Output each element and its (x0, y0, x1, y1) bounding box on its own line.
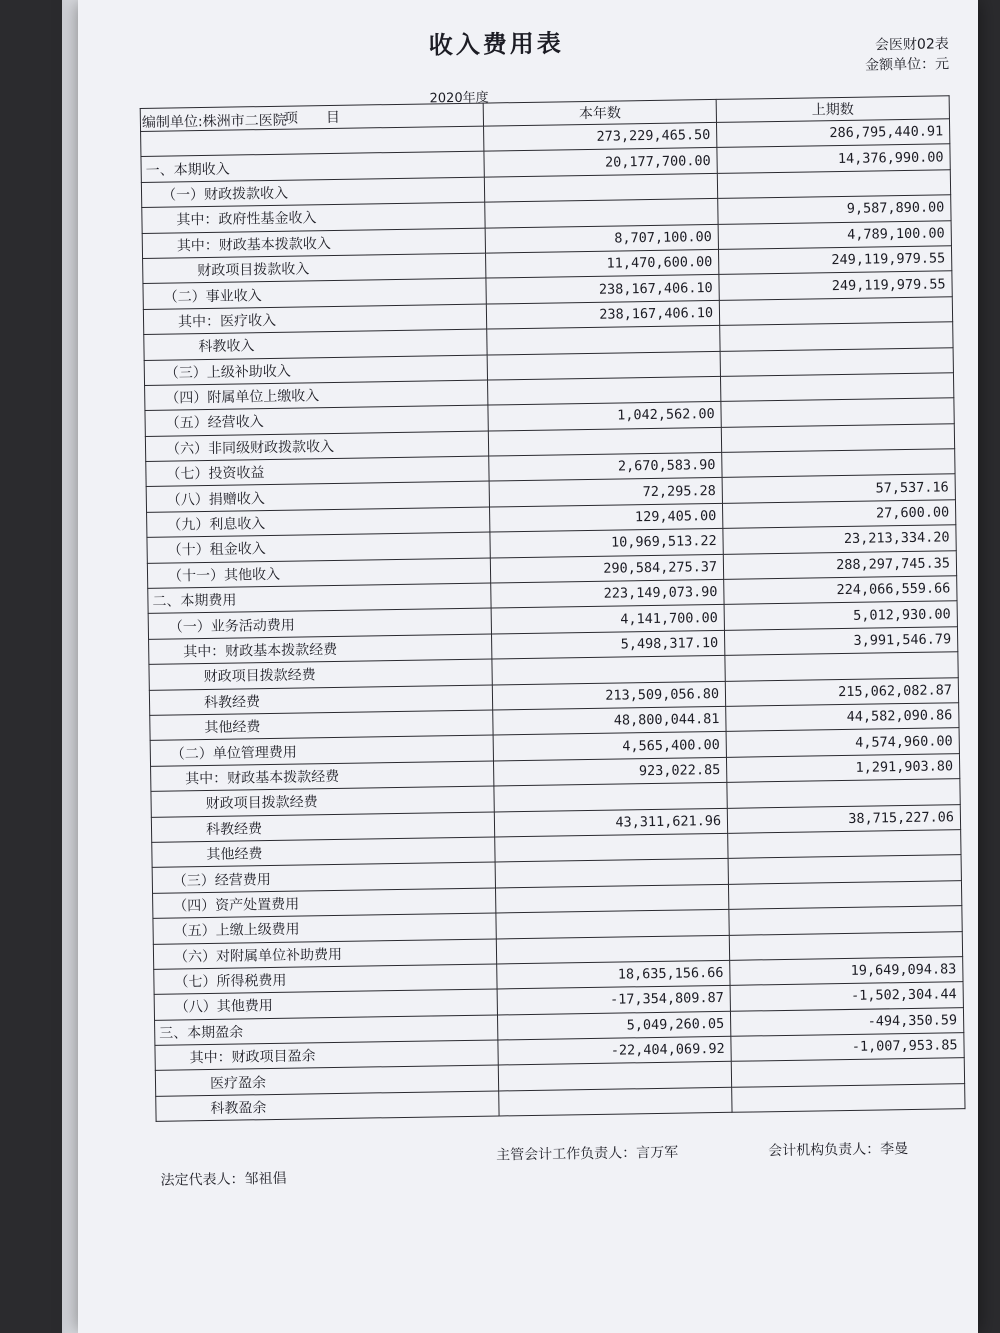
row-item-label: 科教盈余 (156, 1091, 500, 1122)
row-prior-value: 4,789,100.00 (718, 220, 951, 249)
row-item-label: （七）投资收益 (146, 456, 490, 487)
accounting-dept-head: 会计机构负责人：李曼 (768, 1141, 909, 1160)
row-item-label: 其中：财政基本拨款收入 (142, 228, 486, 259)
row-prior-value (725, 652, 958, 681)
row-item-label: （十）租金收入 (147, 532, 491, 563)
row-current-value: 10,969,513.22 (490, 529, 723, 558)
row-item-label: （五）经营收入 (145, 405, 489, 436)
row-prior-value (717, 170, 950, 199)
row-current-value (488, 376, 721, 405)
row-item-label: （七）所得税费用 (154, 964, 498, 995)
row-item-label: （二）事业收入 (143, 278, 487, 309)
row-prior-value: 224,066,559.66 (724, 576, 957, 605)
row-prior-value: 249,119,979.55 (719, 246, 952, 275)
row-prior-value: 9,587,890.00 (718, 195, 951, 224)
row-prior-value: 57,537.16 (722, 474, 955, 503)
row-prior-value (729, 880, 962, 909)
row-item-label: 医疗盈余 (155, 1065, 499, 1096)
row-current-value: 20,177,700.00 (484, 148, 717, 177)
row-current-value (495, 833, 728, 862)
row-prior-value (720, 347, 953, 376)
row-current-value: 48,800,044.81 (493, 706, 726, 735)
row-current-value (494, 783, 727, 812)
row-prior-value: 14,376,990.00 (717, 144, 950, 173)
row-current-value: -17,354,809.87 (497, 986, 730, 1015)
page-title: 收入费用表 (428, 29, 564, 60)
row-item-label: 科教收入 (144, 329, 488, 360)
row-prior-value: 23,213,334.20 (723, 525, 956, 554)
row-item-label: 其中：财政项目盈余 (155, 1040, 499, 1071)
row-item-label: （九）利息收入 (147, 507, 491, 538)
column-header-item: 项 目 (140, 103, 484, 131)
row-current-value (485, 199, 718, 228)
row-item-label: （一）业务活动费用 (148, 608, 492, 639)
row-item-label: 三、本期盈余 (155, 1015, 499, 1046)
row-current-value: 223,149,073.90 (491, 579, 724, 608)
row-current-value (496, 884, 729, 913)
row-current-value: -22,404,069.92 (498, 1036, 731, 1065)
row-item-label: （一）财政拨款收入 (141, 177, 485, 208)
row-current-value: 18,635,156.66 (497, 960, 730, 989)
row-prior-value: 5,012,930.00 (724, 601, 957, 630)
row-current-value: 213,509,056.80 (493, 681, 726, 710)
row-current-value: 43,311,621.96 (494, 808, 727, 837)
row-prior-value (727, 779, 960, 808)
form-code: 会医财02表 (874, 36, 949, 54)
row-prior-value: -1,502,304.44 (730, 982, 963, 1011)
accounting-head: 主管会计工作负责人：言万军 (496, 1144, 679, 1164)
row-item-label: 其他经费 (152, 837, 496, 868)
row-current-value (495, 859, 728, 888)
row-prior-value (731, 1058, 964, 1087)
row-current-value: 1,042,562.00 (488, 402, 721, 431)
row-item-label: 一、本期收入 (141, 151, 485, 182)
row-current-value (496, 935, 729, 964)
row-item-label: （八）其他费用 (154, 989, 498, 1020)
row-current-value: 290,584,275.37 (491, 554, 724, 583)
row-item-label: （四）资产处置费用 (153, 888, 497, 919)
row-current-value: 238,167,406.10 (486, 275, 719, 304)
reporting-org: 编制单位:株洲市二医院 (141, 112, 287, 131)
row-item-label: 科教经费 (149, 685, 493, 716)
row-prior-value: 27,600.00 (723, 500, 956, 529)
report-year: 2020年度 (429, 90, 489, 107)
row-prior-value: 286,795,440.91 (717, 119, 950, 148)
row-prior-value: 38,715,227.06 (727, 804, 960, 833)
row-current-value: 129,405.00 (490, 503, 723, 532)
column-header-prior: 上期数 (716, 96, 949, 123)
row-item-label: 其他经费 (150, 710, 494, 741)
row-prior-value: 4,574,960.00 (726, 728, 959, 757)
row-prior-value (728, 855, 961, 884)
row-prior-value: 3,991,546.79 (725, 627, 958, 656)
row-current-value (487, 351, 720, 380)
row-item-label: （六）对附属单位补助费用 (153, 938, 497, 969)
row-current-value: 5,049,260.05 (498, 1011, 731, 1040)
row-current-value: 273,229,465.50 (484, 122, 717, 151)
row-current-value (498, 1062, 731, 1091)
row-item-label: 财政项目拨款经费 (149, 659, 493, 690)
row-prior-value (720, 322, 953, 351)
row-item-label: （十一）其他收入 (147, 558, 491, 589)
row-prior-value (729, 906, 962, 935)
row-item-label: 科教经费 (151, 812, 495, 843)
row-prior-value (732, 1083, 965, 1112)
row-prior-value (721, 373, 954, 402)
row-prior-value: -494,350.59 (731, 1007, 964, 1036)
row-current-value: 5,498,317.10 (492, 630, 725, 659)
row-item-label: （四）附属单位上缴收入 (145, 380, 489, 411)
row-item-label: 其中：财政基本拨款经费 (149, 634, 493, 665)
row-current-value (499, 1087, 732, 1116)
row-current-value: 2,670,583.90 (489, 452, 722, 481)
currency-unit: 金额单位：元 (864, 56, 950, 74)
income-expense-table (140, 95, 966, 1122)
row-prior-value (719, 296, 952, 325)
row-current-value (489, 427, 722, 456)
row-prior-value: 1,291,903.80 (727, 753, 960, 782)
row-current-value (487, 326, 720, 355)
row-item-label: 财政项目拨款收入 (143, 253, 487, 284)
row-item-label: （二）单位管理费用 (150, 735, 494, 766)
row-item-label: 其中：财政基本拨款经费 (151, 761, 495, 792)
column-header-current: 本年数 (483, 99, 716, 126)
row-prior-value: 288,297,745.35 (723, 550, 956, 579)
row-current-value: 4,141,700.00 (491, 605, 724, 634)
row-current-value: 238,167,406.10 (487, 300, 720, 329)
row-current-value: 4,565,400.00 (493, 732, 726, 761)
row-prior-value: 19,649,094.83 (730, 957, 963, 986)
legal-representative: 法定代表人：邹祖倡 (160, 1170, 287, 1189)
row-item-label: （五）上缴上级费用 (153, 913, 497, 944)
row-item-label: 二、本期费用 (148, 583, 492, 614)
row-current-value (485, 173, 718, 202)
row-current-value: 923,022.85 (494, 757, 727, 786)
row-prior-value (729, 931, 962, 960)
row-current-value (492, 656, 725, 685)
row-current-value: 8,707,100.00 (485, 224, 718, 253)
row-prior-value (721, 423, 954, 452)
row-item-label: （三）经营费用 (152, 862, 496, 893)
row-prior-value: -1,007,953.85 (731, 1033, 964, 1062)
row-item-label: 财政项目拨款经费 (151, 786, 495, 817)
row-prior-value (728, 830, 961, 859)
table-body (141, 119, 965, 1122)
row-prior-value (722, 449, 955, 478)
row-item-label: （六）非同级财政拨款收入 (145, 431, 489, 462)
row-item-label: （八）捐赠收入 (146, 482, 490, 513)
row-item-label: 其中：医疗收入 (143, 304, 487, 335)
row-prior-value: 215,062,082.87 (725, 677, 958, 706)
row-item-label: 其中：政府性基金收入 (142, 202, 486, 233)
row-prior-value: 249,119,979.55 (719, 271, 952, 300)
row-current-value: 11,470,600.00 (486, 249, 719, 278)
row-prior-value (721, 398, 954, 427)
row-prior-value: 44,582,090.86 (726, 703, 959, 732)
row-current-value (496, 909, 729, 938)
row-item-label: （三）上级补助收入 (144, 355, 488, 386)
row-current-value: 72,295.28 (489, 478, 722, 507)
